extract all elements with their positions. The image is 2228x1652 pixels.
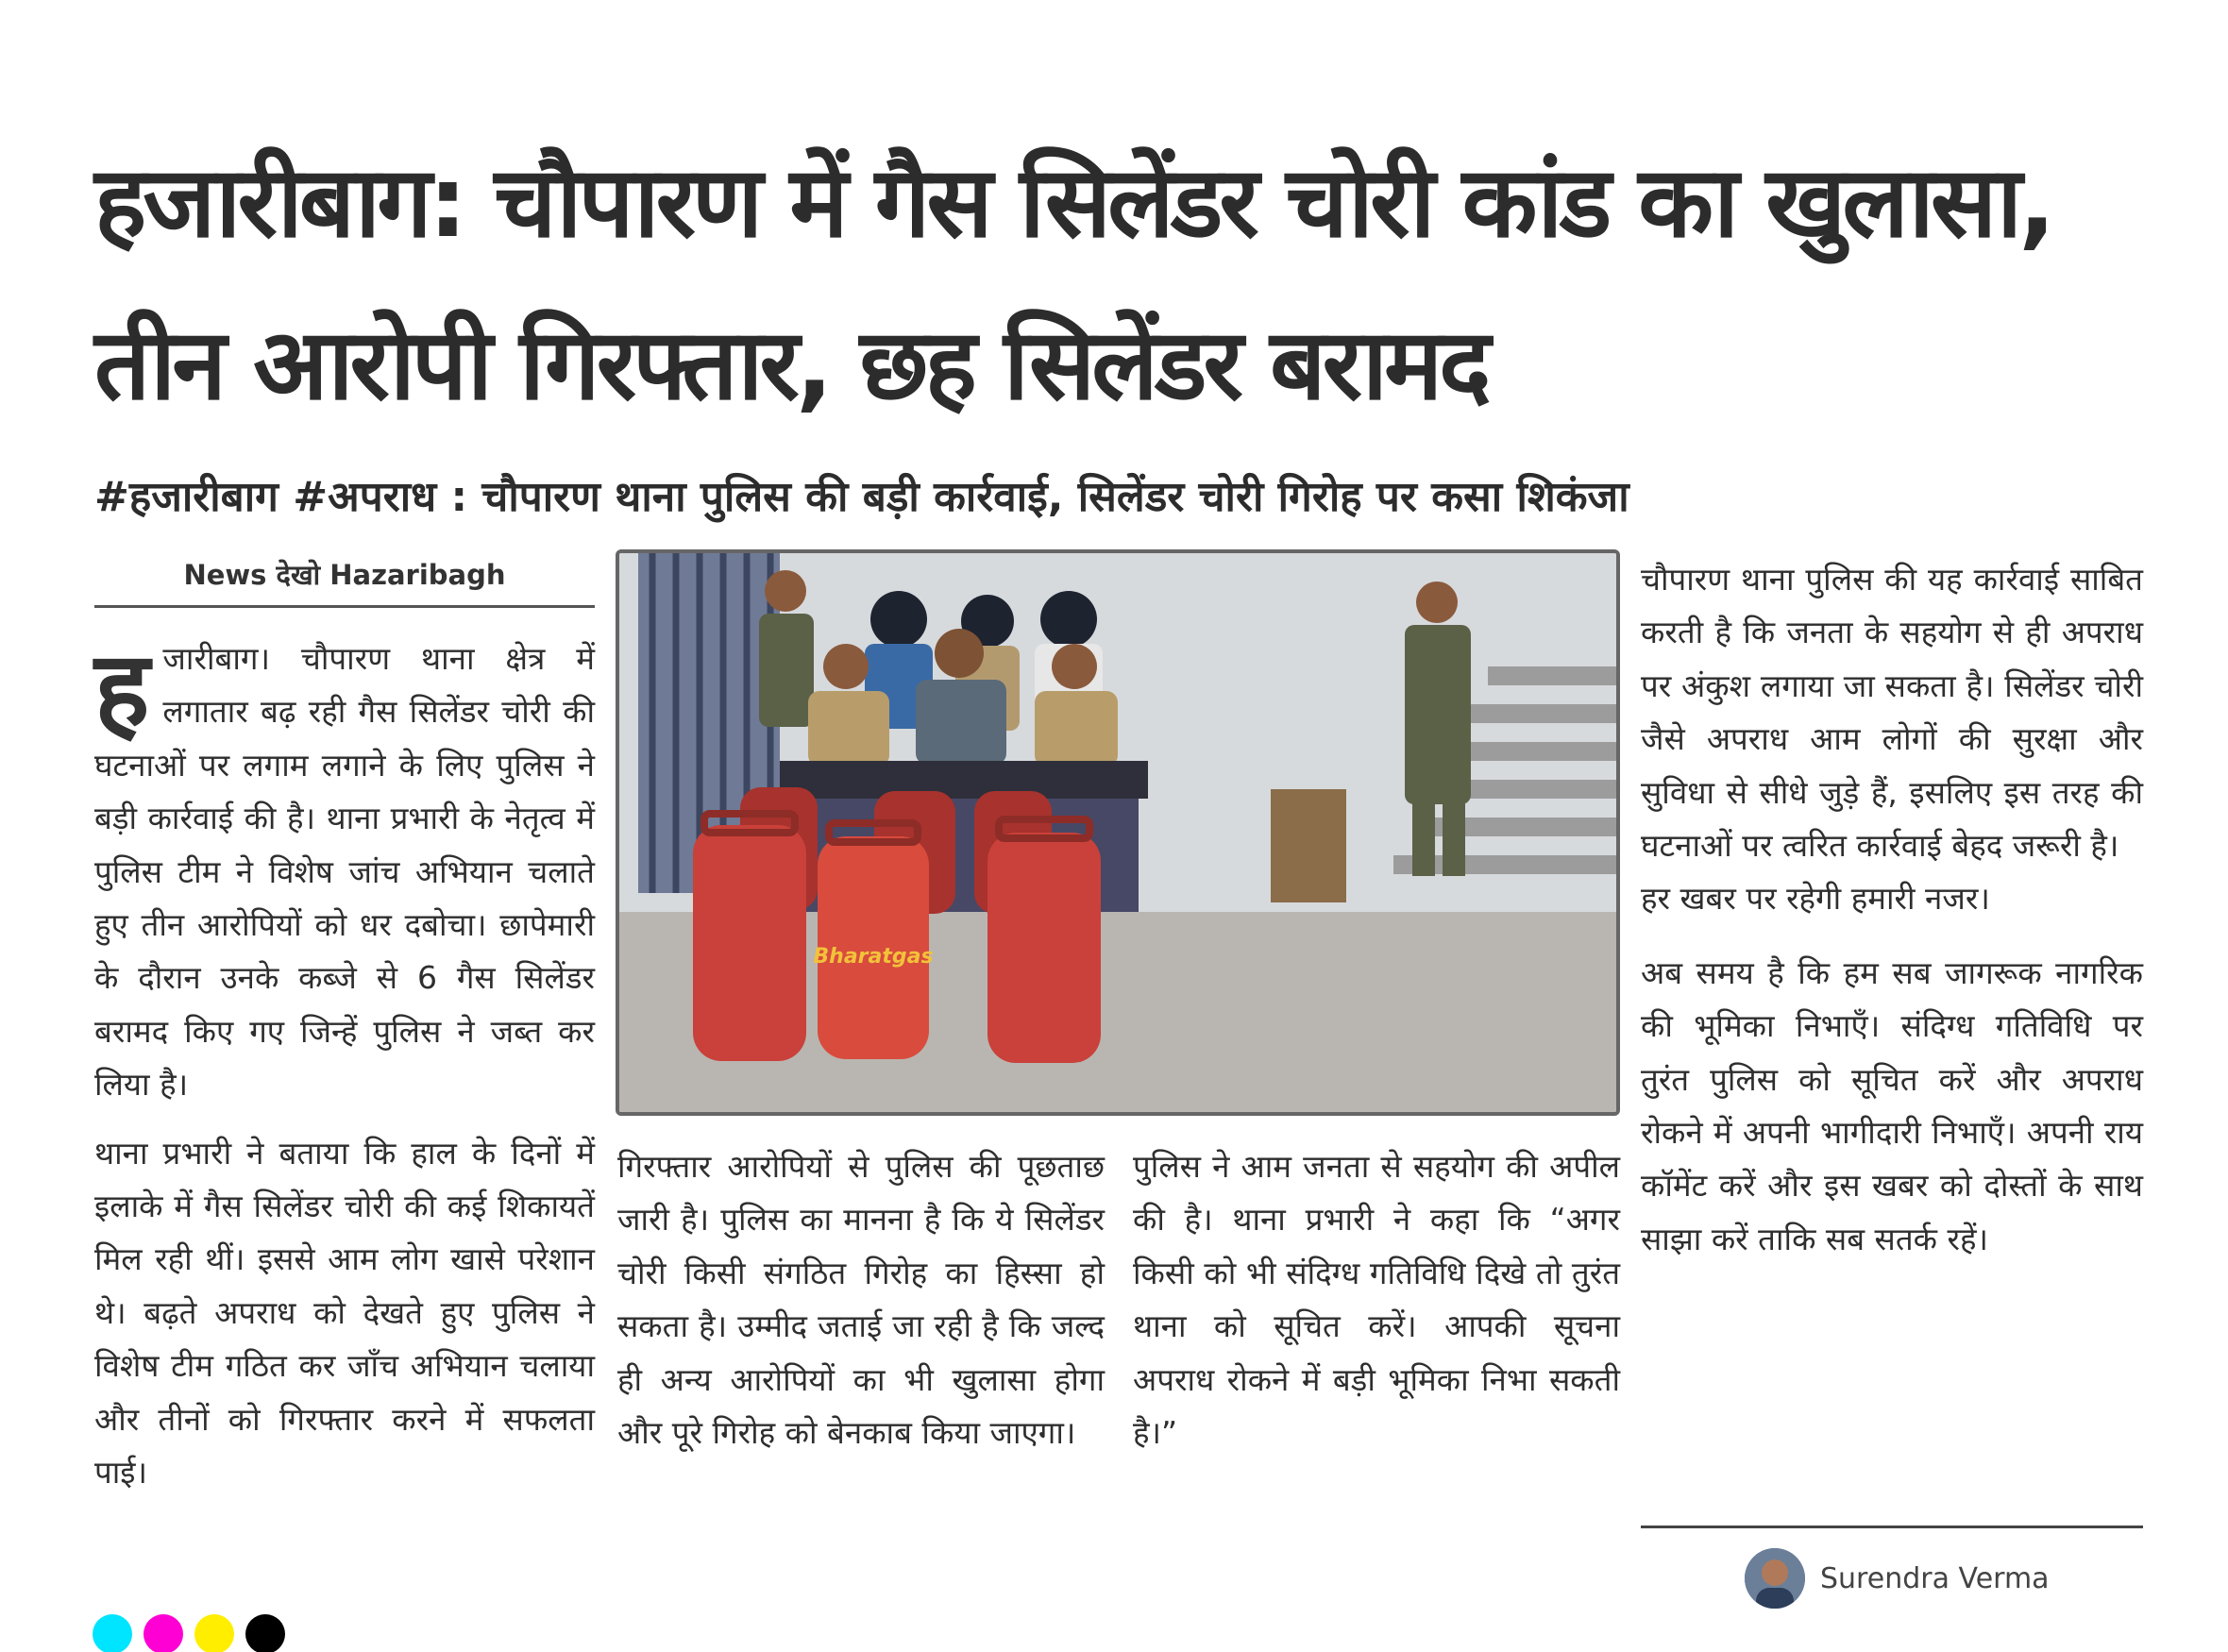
paragraph: अब समय है कि हम सब जागरूक नागरिक की भूमिका निभाएँ। संदिग्ध गतिविधि पर तुरंत पुलिस को सूचित करें और अपराध रोकने में अपनी भागीदारी निभाएँ। अपनी राय कॉमेंट करें और इस खबर को दोस्तों के साथ साझा करें ताकि सब सतर्क रहें। (1641, 953, 2143, 1257)
article-column-3 (1133, 1140, 1620, 1459)
paragraph: थाना प्रभारी ने बताया कि हाल के दिनों में इलाके में गैस सिलेंडर चोरी की कई शिकायतें मिल रही थीं। इससे आम लोग खासे परेशान थे। बढ़ते अपराध को देखते हुए पुलिस ने विशेष टीम गठित कर जाँच अभियान चलाया और तीनों को गिरफ्तार करने में सफलता पाई। (94, 1134, 595, 1492)
seated-officers (808, 629, 1118, 767)
officer-left (759, 570, 814, 727)
article-column-4 (1641, 553, 2143, 1266)
paragraph (94, 628, 596, 1112)
article-headline: हजारीबाग: चौपारण में गैस सिलेंडर चोरी कांड का खुलासा, तीन आरोपी गिरफ्तार, छह सिलेंडर बरामद (94, 144, 2052, 422)
news-photo (616, 549, 1620, 1116)
yellow-registration-dot (194, 1614, 234, 1652)
black-registration-dot (245, 1614, 285, 1652)
author-avatar-image (1745, 1548, 1805, 1609)
table-top (780, 761, 1148, 799)
byline: News देखो Hazaribagh (94, 553, 595, 608)
article-subheadline: #हजारीबाग #अपराध : चौपारण थाना पुलिस की बड़ी कार्रवाई, सिलेंडर चोरी गिरोह पर कसा शिकंजा (94, 473, 1629, 521)
paragraph: गिरफ्तार आरोपियों से पुलिस की पूछताछ जारी है। पुलिस का मानना है कि ये सिलेंडर चोरी किसी संगठित गिरोह का हिस्सा हो सकता है। उम्मीद जताई जा रही है कि जल्द ही अन्य आरोपियों का भी खुलासा होगा और पूरे गिरोह को बेनकाब किया जाएगा। (617, 1148, 1105, 1452)
article-column-1 (94, 628, 596, 1500)
author-block[interactable] (1745, 1548, 2050, 1609)
cyan-registration-dot (93, 1614, 132, 1652)
paragraph: चौपारण थाना पुलिस की यह कार्रवाई साबित करती है कि जनता के सहयोग से ही अपराध पर अंकुश लगाया जा सकता है। सिलेंडर चोरी जैसे अपराध आम लोगों की सुरक्षा और सुविधा से सीधे जुड़े हैं, इसलिए इस तरह की घटनाओं पर त्वरित कार्रवाई बेहद जरूरी है। (1641, 561, 2143, 865)
cylinder-brand-label: Bharatgas (813, 945, 934, 969)
author-name[interactable]: Surendra Verma (1820, 1561, 2050, 1595)
chair (1271, 789, 1346, 902)
author-divider (1641, 1526, 2143, 1528)
police-cylinders-photo (619, 553, 1616, 1112)
paragraph-text: जारीबाग। चौपारण थाना क्षेत्र में लगातार बढ़ रही गैस सिलेंडर चोरी की घटनाओं पर लगाम लगाने के लिए पुलिस ने बड़ी कार्रवाई की है। थाना प्रभारी के नेतृत्व में पुलिस टीम ने विशेष जांच अभियान चलाते हुए तीन आरोपियों को धर दबोचा। छापेमारी के दौरान उनके कब्जे से 6 गैस सिलेंडर बरामद किए गए जिन्हें पुलिस ने जब्त कर लिया है। (94, 640, 596, 1104)
article-column-2 (617, 1140, 1105, 1459)
avatar[interactable] (1745, 1548, 1805, 1609)
paragraph: पुलिस ने आम जनता से सहयोग की अपील की है। थाना प्रभारी ने कहा कि “अगर किसी को भी संदिग्ध गतिविधि दिखे तो तुरंत थाना को सूचित करें। आपकी सूचना अपराध रोकने में बड़ी भूमिका निभा सकती है।” (1133, 1148, 1620, 1452)
registration-marks (93, 1614, 285, 1652)
drop-cap: ह (94, 628, 150, 750)
magenta-registration-dot (143, 1614, 183, 1652)
gas-cylinders-front (693, 814, 1101, 1063)
paragraph: हर खबर पर रहेगी हमारी नजर। (1641, 880, 1990, 918)
